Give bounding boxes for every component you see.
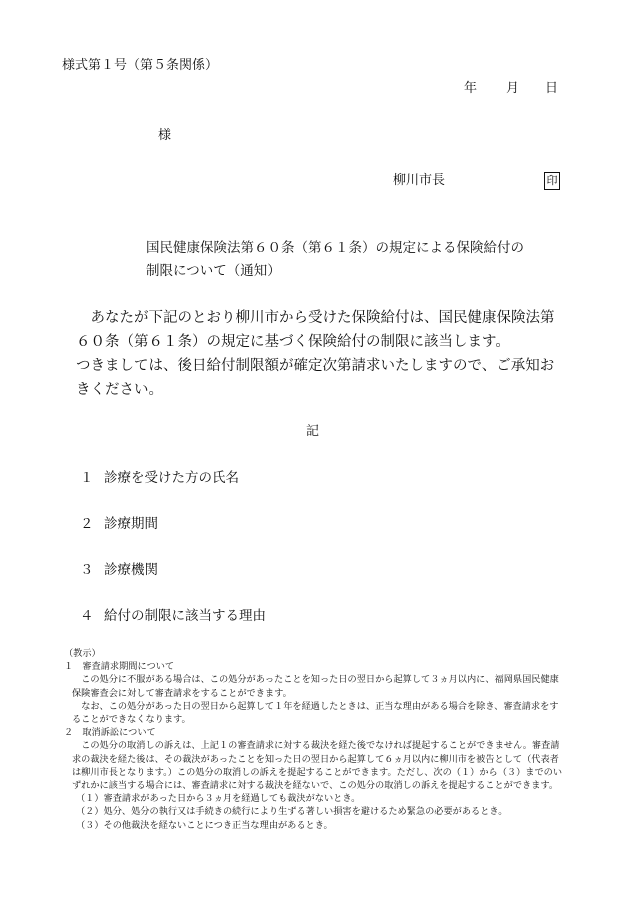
body-paragraph-2: つきましては、後日給付制限額が確定次第請求いたしますので、ご承知おきください。: [76, 358, 555, 398]
title-line-1: 国民健康保険法第６０条（第６１条）の規定による保険給付の: [146, 240, 524, 256]
item-number: ２: [80, 516, 94, 532]
addressee-suffix: 様: [158, 128, 172, 143]
item-label: 給付の制限に該当する理由: [104, 608, 266, 624]
body-text: [76, 306, 566, 402]
section-2-paragraph-1: この処分の取消しの訴えは、上記１の審査請求に対する裁決を経た後でなければ提起することができません。審査請求の裁決を経た後は、その裁決があったことを知った日の翌日から起算して６ヵ月以内に柳川市を被告として（代表者は柳川市長となります。）この処分の取消しの訴えを提起することができます。ただし、次の（１）から（３）までのいずれかに該当する場合には、審査請求に対する裁決を経ないで、この処分の取消しの訴えを提起することができます。: [72, 740, 563, 792]
ki-heading: 記: [306, 424, 320, 439]
case-item-1: （１）審査請求があった日から３ヵ月を経過しても裁決がないとき。: [76, 793, 361, 805]
case-item-3: （３）その他裁決を経ないことにつき正当な理由があるとき。: [76, 819, 333, 831]
item-number: ４: [80, 608, 94, 624]
item-number: １: [80, 470, 94, 486]
item-label: 診療を受けた方の氏名: [104, 470, 239, 486]
notes-heading: （教示）: [64, 648, 101, 659]
item-number: ３: [80, 562, 94, 578]
form-label: 様式第１号（第５条関係）: [62, 58, 219, 73]
list-item: [80, 470, 239, 487]
date-day: 日: [545, 81, 559, 96]
seal-mark: 印: [544, 172, 560, 190]
date-month: 月: [506, 81, 520, 96]
section-2-title: ２ 取消訴訟について: [64, 727, 156, 739]
section-1-paragraph-2: なお、この処分があった日の翌日から起算して１年を経過したときは、正当な理由がある場合を除き、審査請求をすることができなくなります。: [72, 700, 559, 726]
section-1-paragraph-1: この処分に不服がある場合は、この処分があったことを知った日の翌日から起算して３ヵ月以内に、福岡県国民健康保険審査会に対して審査請求をすることができます。: [72, 674, 559, 699]
item-label: 診療期間: [104, 516, 158, 532]
instruction-notes: [64, 647, 564, 832]
section-1-title: １ 審査請求期間について: [64, 661, 175, 673]
issuer: 柳川市長: [393, 173, 446, 188]
list-item: [80, 516, 158, 533]
title-line-2: 制限について（通知）: [146, 263, 281, 279]
list-item: [80, 562, 158, 579]
list-item: [80, 608, 266, 625]
body-paragraph-1: あなたが下記のとおり柳川市から受けた保険給付は、国民健康保険法第６０条（第６１条）の規定に基づく保険給付の制限に該当します。: [76, 310, 555, 350]
case-item-2: （２）処分、処分の執行又は手続きの続行により生ずる著しい損害を避けるため緊急の必要があるとき。: [76, 806, 508, 818]
date-year: 年: [464, 81, 478, 96]
item-label: 診療機関: [104, 562, 158, 578]
